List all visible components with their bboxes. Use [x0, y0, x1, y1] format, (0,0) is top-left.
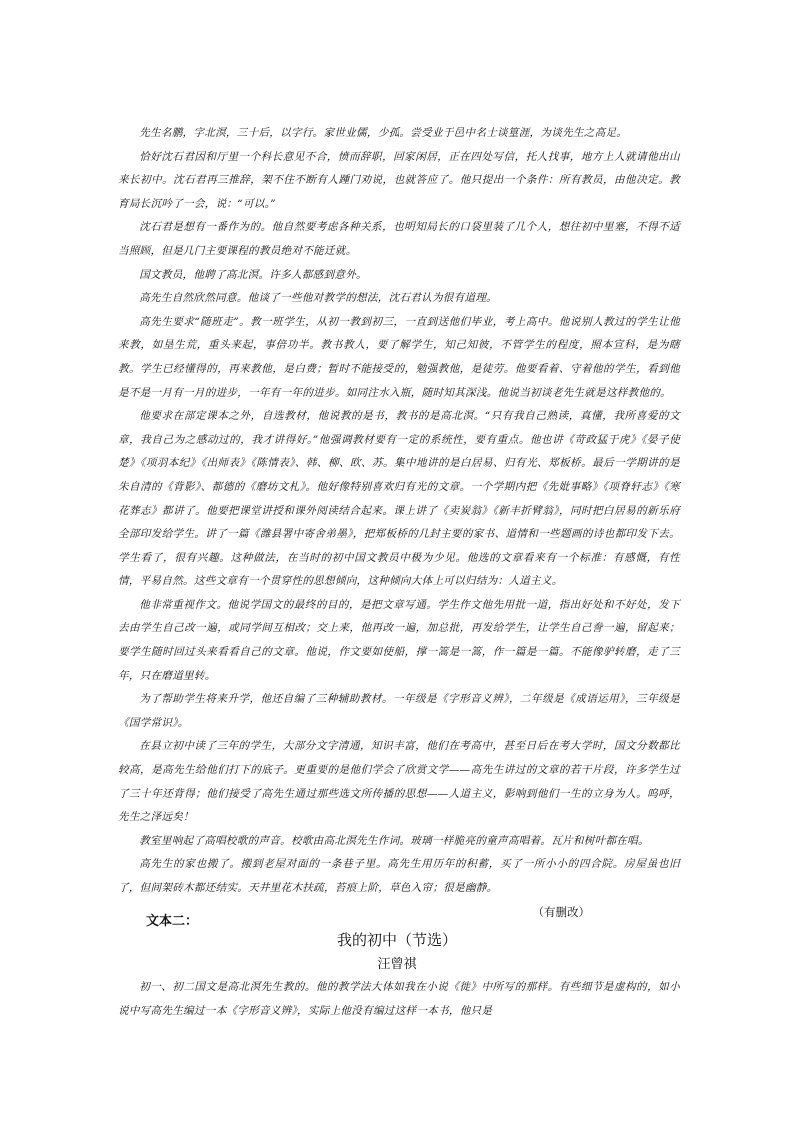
paragraph: 初一、初二国文是高北溟先生教的。他的教学法大体如我在小说《徙》中所写的那样。有些细节是虚构的，如小说中写高先生编过一本《字形音义辨》，实际上他没有编过这样一本书，他只是: [118, 981, 680, 1017]
paragraph: 高先生的家也搬了。搬到老屋对面的一条巷子里。高先生用历年的积蓄，买了一所小小的四合院。房屋虽也旧了，但间架砖木都还结实。天井里花木扶疏，苔痕上阶，草色入帘；很是幽静。: [118, 858, 680, 894]
paragraph: 他非常重视作文。他说学国文的最终的目的，是把文章写通。学生作文他先用批一道，指出好处和不好处，发下去由学生自己改一遍，或同学间互相改；交上来，他再改一遍，加总批，再发给学生，让学生自己誊一遍，留起来；要学生随时回过头来看看自己的文章。他说，作文要如使船，撑一篙是一篙，作一篇是一篇。不能像驴转磨，走了三年，只在磨道里转。: [118, 598, 680, 682]
article-author: 汪曾祺: [377, 957, 417, 972]
paragraph: 国文教员，他聘了高北溟。许多人都感到意外。: [139, 268, 367, 281]
paragraph: 在县立初中读了三年的学生，大部分文字清通，知识丰富，他们在考高中，甚至日后在考大学时，国文分数都比较高，是高先生给他们打下的底子。更重要的是他们学会了欣赏文学——高先生讲过的文章的若干片段，许多学生过了三十年还背得；他们接受了高先生通过那些选文所传播的思想——人道主义，影响到他们一生的立身为人。呜呼，先生之泽远矣！: [118, 740, 680, 824]
paragraph: 先生名鹏，字北溟，三十后，以字行。家世业儒，少孤。尝受业于邑中名士谈篁涯，为谈先生之高足。: [139, 127, 628, 139]
paragraph: 教室里响起了高唱校歌的声音。校歌由高北溟先生作词。玻璃一样脆亮的童声高唱着。瓦片和树叶都在唱。: [139, 834, 649, 847]
text-two-body: [118, 976, 680, 1023]
paragraph: 他要求在部定课本之外，自选教材，他说教的是书，教书的是高北溟。“只有我自己熟读，真懂，我所喜爱的文章，我自己为之感动过的，我才讲得好。”他强调教材要有一定的系统性，要有重点。他也讲《苛政猛于虎》《晏子使楚》《项羽本纪》《出师表》《陈情表》、韩、柳、欧、苏。集中地讲的是白居易、归有光、郑板桥。最后一学期讲的是朱自清的《背影》、都德的《磨坊文札》。他好像特别喜欢归有光的文章。一个学期内把《先妣事略》《项脊轩志》《寒花葬志》都讲了。他要把课堂讲授和课外阅读结合起来。课上讲了《卖炭翁》《新丰折臂翁》，同时把白居易的新乐府全部印发给学生。讲了一篇《潍县署中寄舍弟墨》，把郑板桥的几封主要的家书、道情和一些题画的诗也都印发下去。学生看了，很有兴趣。这种做法，在当时的初中国文教员中极为少见。他选的文章看来有一个标准：有感慨，有性情，平易自然。这些文章有一个贯穿性的思想倾向，这种倾向大体上可以归结为：人道主义。: [118, 410, 680, 588]
paragraph: 高先生自然欣然同意。他谈了一些他对教学的想法，沈石君认为很有道理。: [139, 292, 498, 305]
text-one-body: [118, 122, 680, 924]
paragraph: 恰好沈石君因和厅里一个科长意见不合，愤而辞职，回家闲居，正在四处写信，托人找事，地方上人就请他出山来长初中。沈石君再三推辞，架不住不断有人踵门劝说，也就答应了。他只提出一个条件：所有教员，由他决定。教育局长沉吟了一会，说：“可以。”: [118, 150, 680, 210]
paragraph: 高先生要求“随班走”。教一班学生，从初一教到初三，一直到送他们毕业，考上高中。他说别人教过的学生让他来教，如垦生荒，重头来起，事倍功半。教书教人，要了解学生，知己知彼，不管学生的程度，照本宣科，是为瞎教。学生已经懂得的，再来教他，是白费；暂时不能接受的，勉强教他，是徒劳。他要看着、守着他的学生，看到他是不是一月有一月的进步，一年有一年的进步。如同注水入瓶，随时知其深浅。他说当初谈老先生就是这样教他的。: [118, 315, 680, 399]
edit-note: （有删改）: [532, 904, 590, 919]
section-label: 文本二：: [146, 914, 199, 929]
paragraph: 沈石君是想有一番作为的。他自然要考虑各种关系，也明知局长的口袋里装了几个人，想往初中里塞，不得不适当照顾，但是几门主要课程的教员绝对不能迁就。: [118, 221, 680, 257]
article-title: 我的初中（节选）: [336, 931, 457, 949]
paragraph: 为了帮助学生将来升学，他还自编了三种辅助教材。一年级是《字形音义辨》，二年级是《成语运用》，三年级是《国学常识》。: [118, 693, 680, 729]
